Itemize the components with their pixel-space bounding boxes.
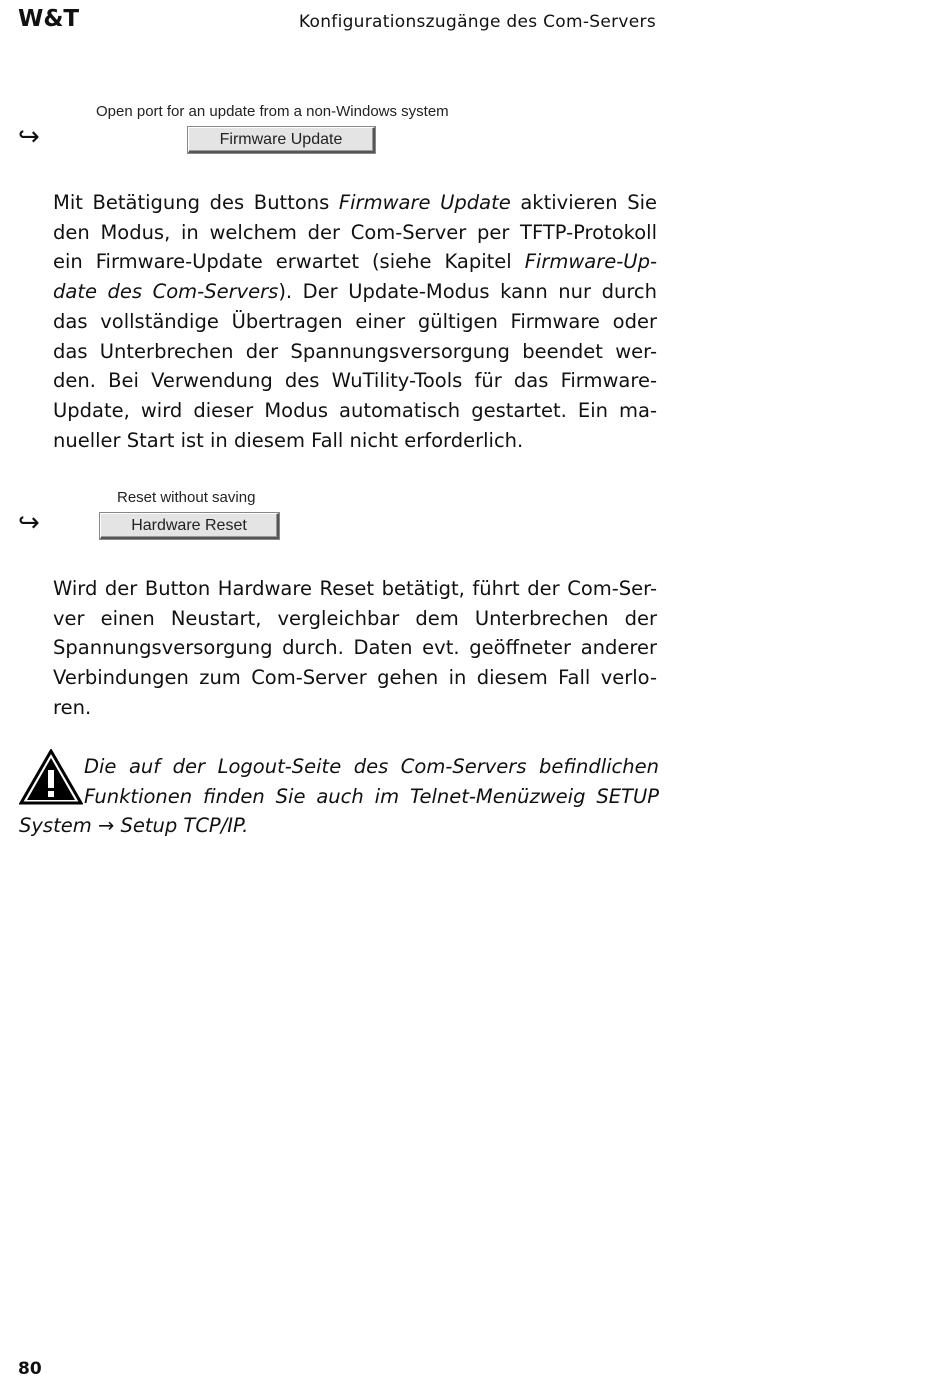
text-line: das Unterbrechen der Spannungsversorgung beendet wer- bbox=[53, 339, 657, 363]
hardware-reset-button[interactable]: Hardware Reset bbox=[100, 513, 279, 539]
text-line: Wird der Button Hardware Reset betätigt, führt der Com-Ser- bbox=[53, 577, 657, 600]
hardware-reset-paragraph bbox=[53, 574, 657, 723]
text-line: Spannungsversorgung durch. Daten evt. geöffneter anderer bbox=[53, 636, 657, 660]
hook-arrow-icon: ↪ bbox=[18, 122, 40, 152]
warning-note bbox=[19, 752, 659, 841]
brand-logo: W&T bbox=[18, 6, 80, 32]
text-line: ein Firmware-Update erwartet (siehe Kapitel Firmware-Up- bbox=[53, 250, 657, 274]
text-line: Die auf der Logout-Seite des Com-Servers befindlichen bbox=[84, 755, 659, 778]
text-line: ver einen Neustart, vergleichbar dem Unterbrechen der bbox=[53, 606, 657, 630]
text-line: Verbindungen zum Com-Server gehen in diesem Fall verlo- bbox=[53, 666, 657, 690]
page-header-title: Konfigurationszugänge des Com-Servers bbox=[298, 12, 656, 32]
hardware-reset-caption: Reset without saving bbox=[117, 489, 256, 506]
text-line: nueller Start ist in diesem Fall nicht erforderlich. bbox=[53, 428, 524, 452]
text-line: Mit Betätigung des Buttons Firmware Update aktivieren Sie bbox=[53, 191, 657, 214]
hook-arrow-icon: ↪ bbox=[18, 508, 40, 538]
firmware-update-paragraph bbox=[53, 188, 657, 455]
firmware-update-button[interactable]: Firmware Update bbox=[188, 127, 375, 153]
text-line: Funktionen finden Sie auch im Telnet-Menüzweig SETUP bbox=[84, 784, 659, 808]
firmware-update-caption: Open port for an update from a non-Windows system bbox=[96, 103, 449, 120]
text-line: den. Bei Verwendung des WuTility-Tools für das Firmware- bbox=[53, 369, 657, 393]
text-line: System → Setup TCP/IP. bbox=[19, 814, 249, 838]
page-number: 80 bbox=[18, 1359, 42, 1379]
text-line: ren. bbox=[53, 695, 92, 719]
text-line: den Modus, in welchem der Com-Server per TFTP-Protokoll bbox=[53, 220, 657, 244]
text-line: date des Com-Servers). Der Update-Modus kann nur durch bbox=[53, 280, 657, 304]
text-line: das vollständige Übertragen einer gültigen Firmware oder bbox=[53, 309, 657, 333]
text-line: Update, wird dieser Modus automatisch gestartet. Ein ma- bbox=[53, 398, 657, 422]
